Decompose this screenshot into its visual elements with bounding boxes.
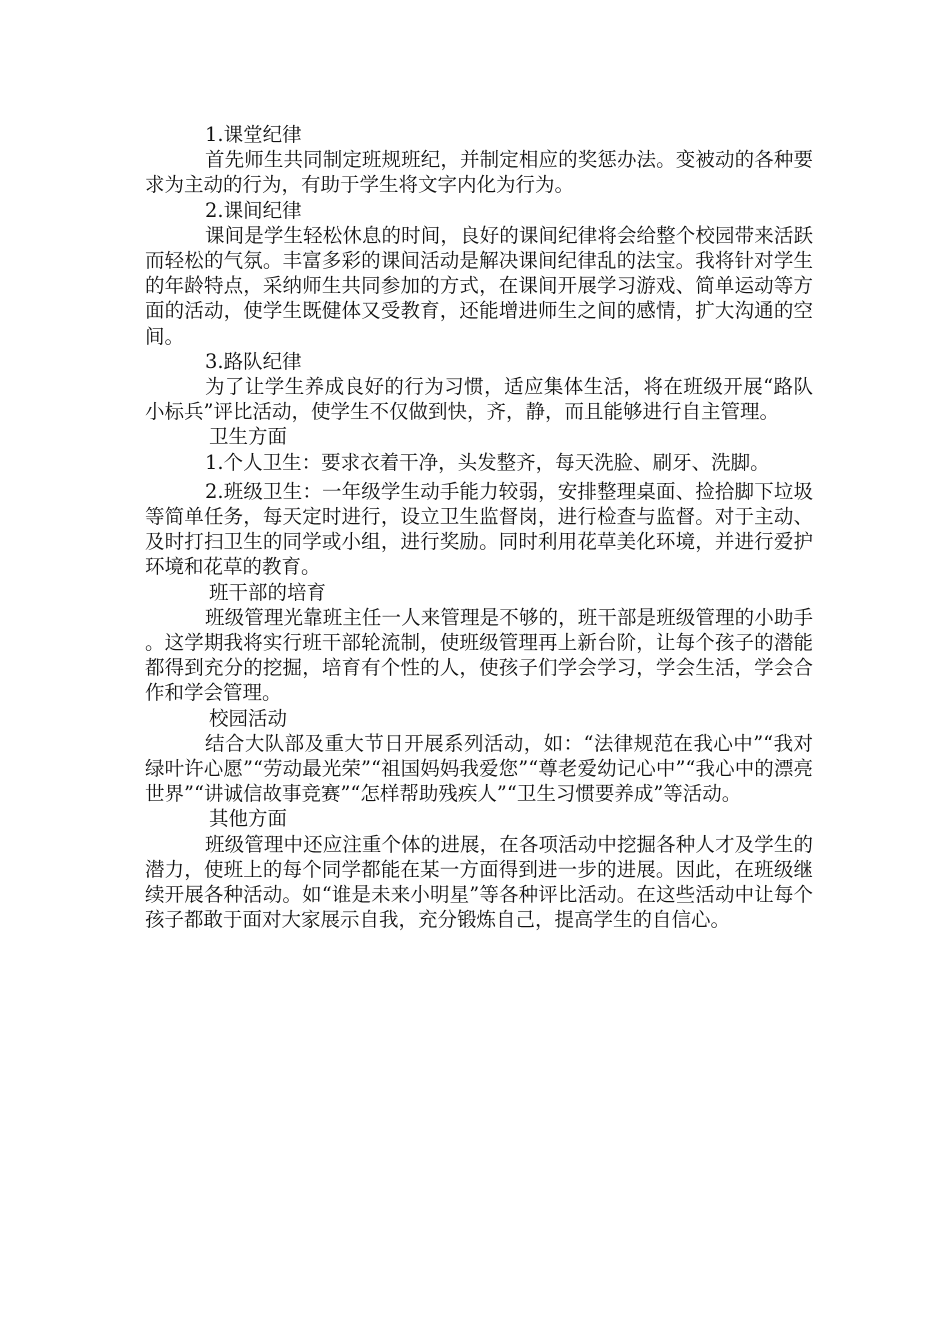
paragraph-break-discipline: 课间是学生轻松休息的时间，良好的课间纪律将会给整个校园带来活跃而轻松的气氛。丰富多彩的课间活动是解决课间纪律乱的法宝。我将针对学生的年龄特点，采纳师生共同参加的方式，在课间开展学习游戏、简单运动等方面的活动，使学生既健体又受教育，还能增进师生之间的感情，扩大沟通的空间。 (145, 223, 813, 348)
document-body (145, 122, 813, 933)
heading-class-cadres: 班干部的培育 (209, 580, 327, 604)
heading-line-discipline: 3.路队纪律 (205, 349, 302, 373)
paragraph-campus-activities: 结合大队部及重大节日开展系列活动，如：“法律规范在我心中”“我对绿叶许心愿”“劳动最光荣”“祖国妈妈我爱您”“尊老爱幼记心中”“我心中的漂亮世界”“讲诚信故事竞赛”“怎样帮助残疾人”“卫生习惯要养成”等活动。 (145, 731, 813, 806)
heading-hygiene: 卫生方面 (209, 425, 288, 449)
heading-other-aspects: 其他方面 (209, 807, 288, 831)
paragraph-class-hygiene: 2.班级卫生：一年级学生动手能力较弱，安排整理桌面、捡拾脚下垃圾等简单任务，每天定时进行，设立卫生监督岗，进行检查与监督。对于主动、及时打扫卫生的同学或小组，进行奖励。同时利用花草美化环境，并进行爱护环境和花草的教育。 (145, 479, 813, 579)
heading-campus-activities: 校园活动 (209, 706, 288, 730)
paragraph-other-aspects: 班级管理中还应注重个体的进展，在各项活动中挖掘各种人才及学生的潜力，使班上的每个同学都能在某一方面得到进一步的进展。因此，在班级继续开展各种活动。如“谁是未来小明星”等各种评比活动。在这些活动中让每个孩子都敢于面对大家展示自我，充分锻炼自己，提高学生的自信心。 (145, 832, 813, 932)
heading-classroom-discipline: 1.课堂纪律 (205, 123, 302, 146)
paragraph-classroom-discipline: 首先师生共同制定班规班纪，并制定相应的奖惩办法。变被动的各种要求为主动的行为，有助于学生将文字内化为行为。 (145, 148, 813, 197)
paragraph-line-discipline: 为了让学生养成良好的行为习惯，适应集体生活，将在班级开展“路队小标兵”评比活动，使学生不仅做到快，齐，静，而且能够进行自主管理。 (145, 375, 813, 424)
paragraph-class-cadres: 班级管理光靠班主任一人来管理是不够的，班干部是班级管理的小助手。这学期我将实行班干部轮流制，使班级管理再上新台阶，让每个孩子的潜能都得到充分的挖掘，培育有个性的人，使孩子们学会学习，学会生活，学会合作和学会管理。 (145, 605, 813, 705)
heading-break-discipline: 2.课间纪律 (205, 198, 302, 222)
paragraph-personal-hygiene: 1.个人卫生：要求衣着干净，头发整齐，每天洗脸、刷牙、洗脚。 (205, 450, 770, 474)
